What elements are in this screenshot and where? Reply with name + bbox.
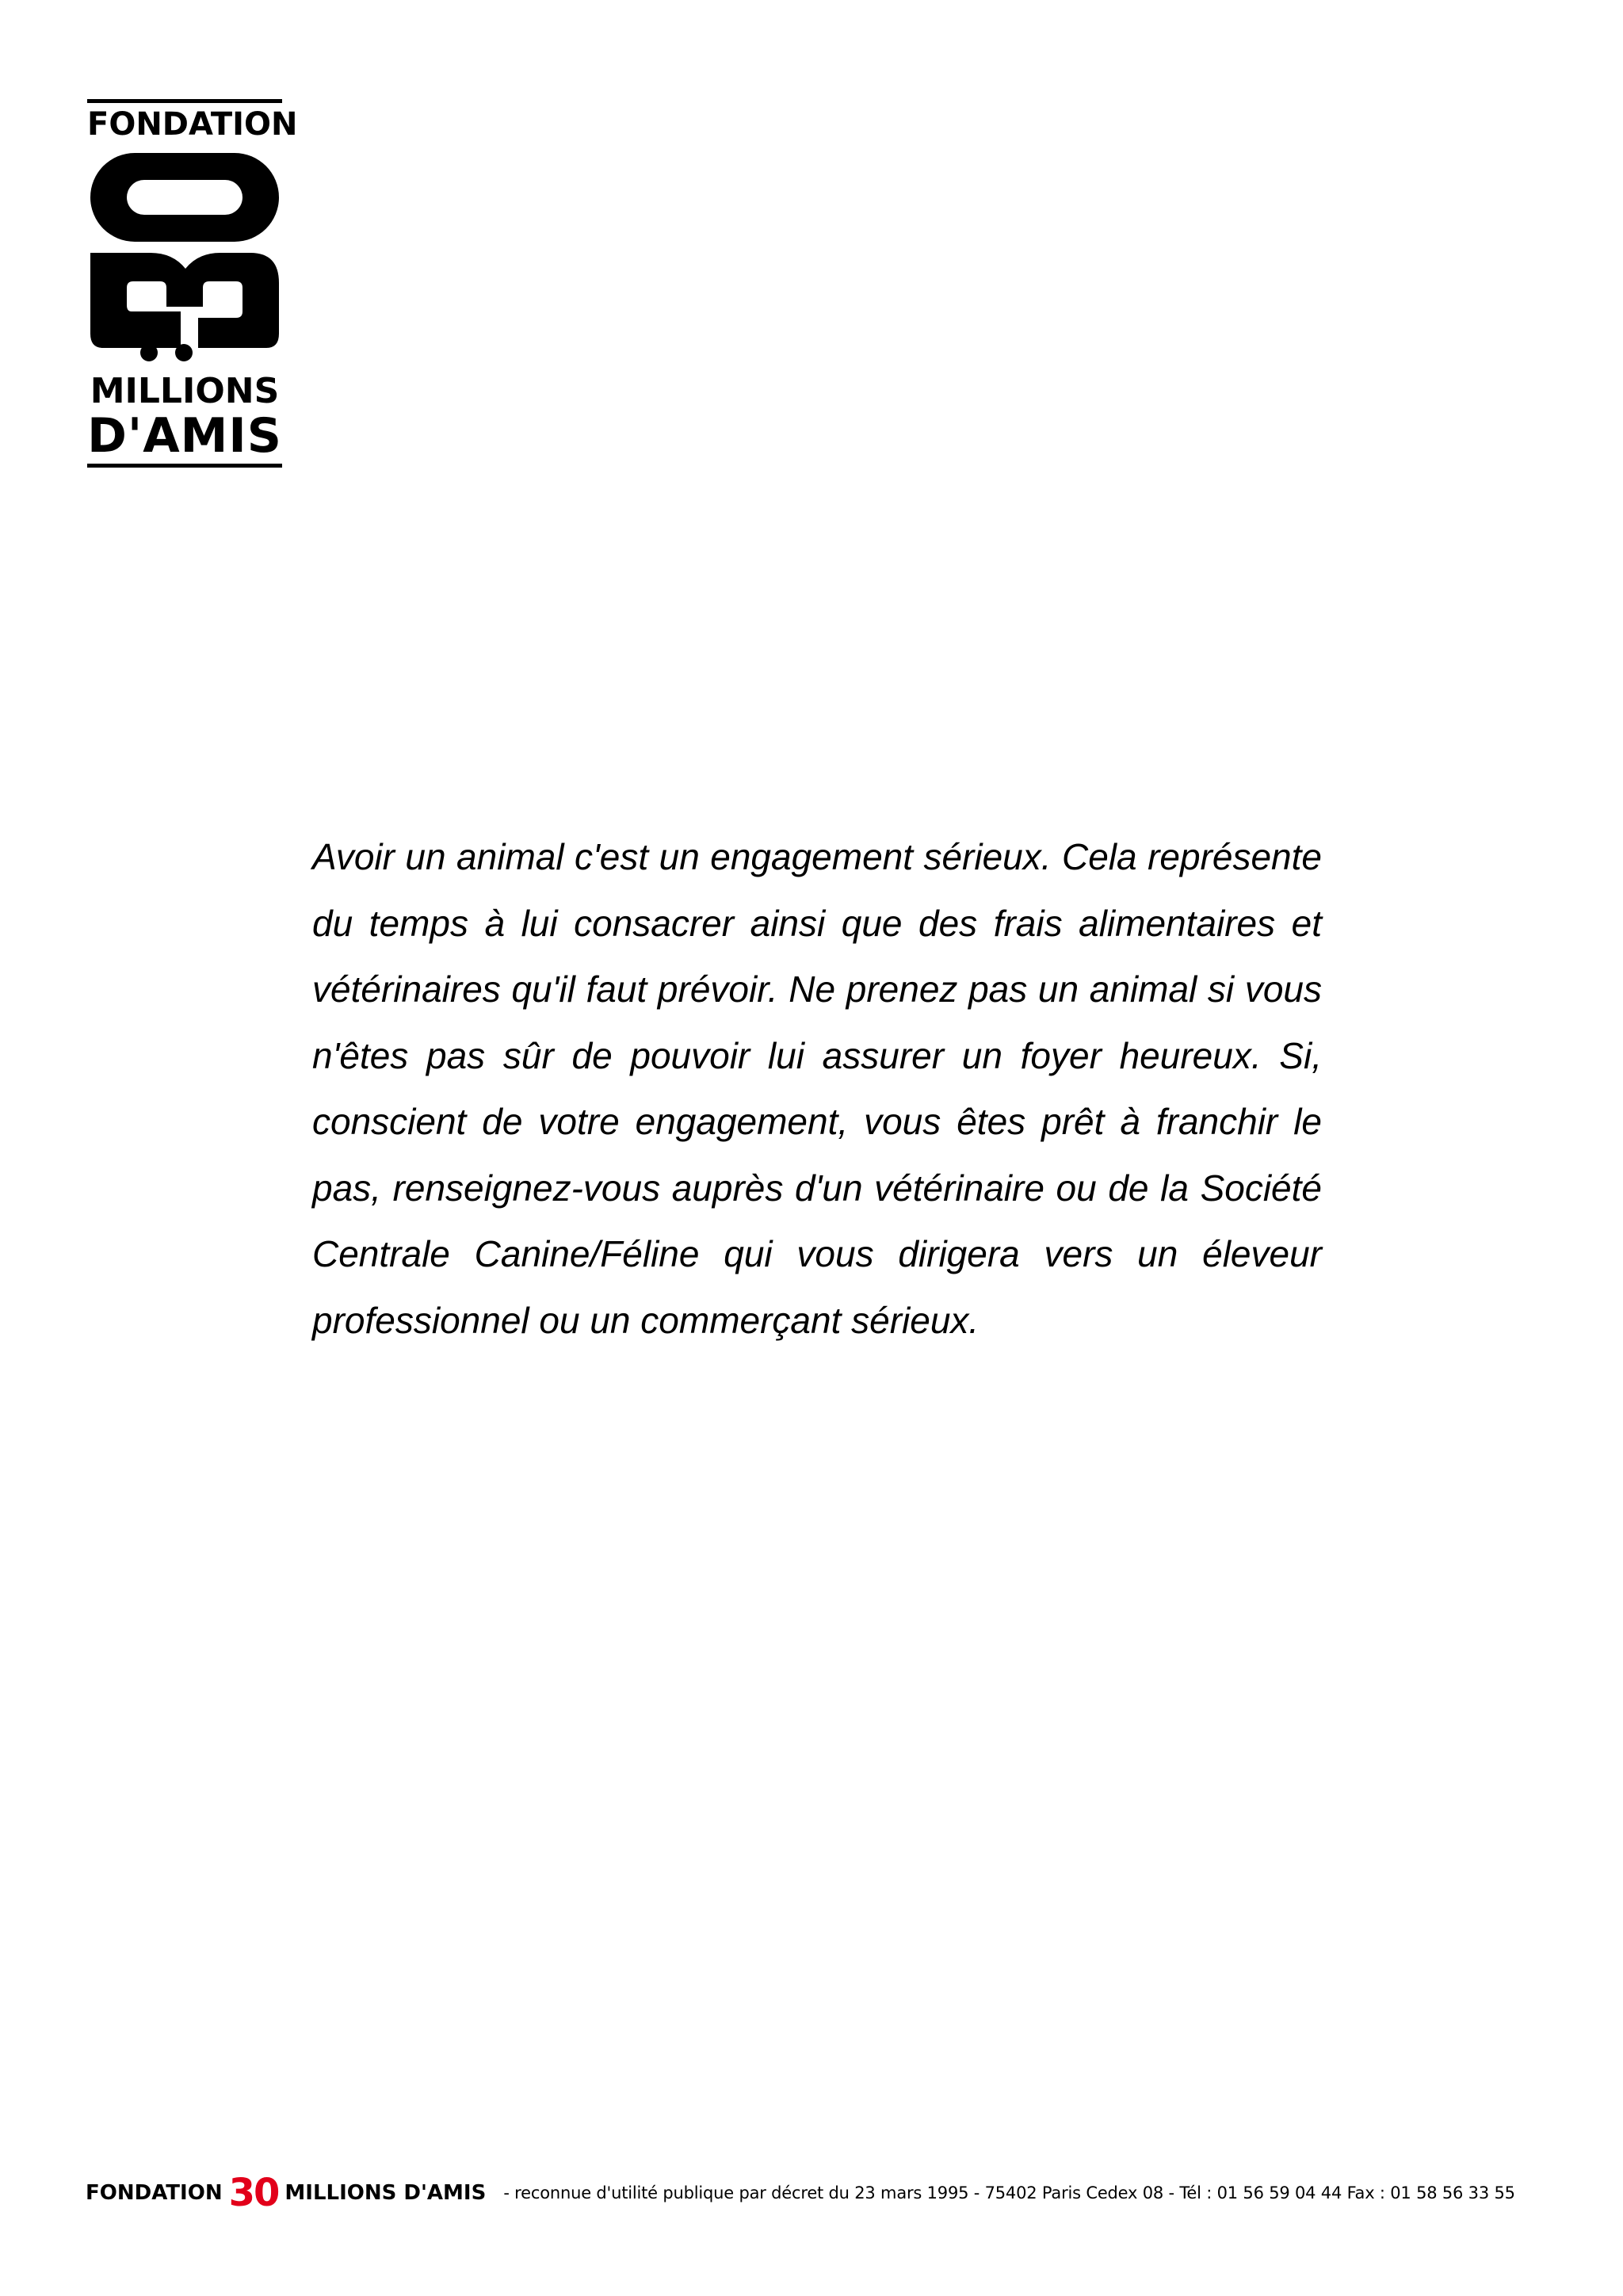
foundation-logo: [87, 99, 298, 469]
logo-millions-text: MILLIONS: [90, 371, 280, 411]
footer-brand-left: FONDATION: [86, 2181, 223, 2205]
logo-damis-text: D'AMIS: [87, 408, 282, 464]
logo-fondation-text: FONDATION: [87, 106, 298, 143]
footer-legal-info: - reconnue d'utilité publique par décret du 23 mars 1995 - 75402 Paris Cedex 08 - Tél : 01 56 59 04 44 Fax : 01 58 56 33 55: [503, 2183, 1515, 2202]
logo-bottom-rule: [87, 464, 282, 468]
advice-paragraph: Avoir un animal c'est un engagement sérieux. Cela représente du temps à lui consacrer ainsi que des frais alimentaires et vétérinaires qu'il faut prévoir. Ne prenez pas un animal si vous n'êtes pas sûr de pouvoir lui assurer un foyer heureux. Si, conscient de votre engagement, vous êtes prêt à franchir le pas, renseignez-vous auprès d'un vétérinaire ou de la Société Centrale Canine/Féline qui vous dirigera vers un éleveur professionnel ou un commerçant sérieux.: [312, 836, 1322, 1341]
page-footer: [86, 2169, 1544, 2217]
footer-brand-number: 30: [228, 2171, 279, 2215]
footer-brand-right: MILLIONS D'AMIS: [285, 2181, 487, 2205]
logo-top-rule: [87, 99, 282, 103]
